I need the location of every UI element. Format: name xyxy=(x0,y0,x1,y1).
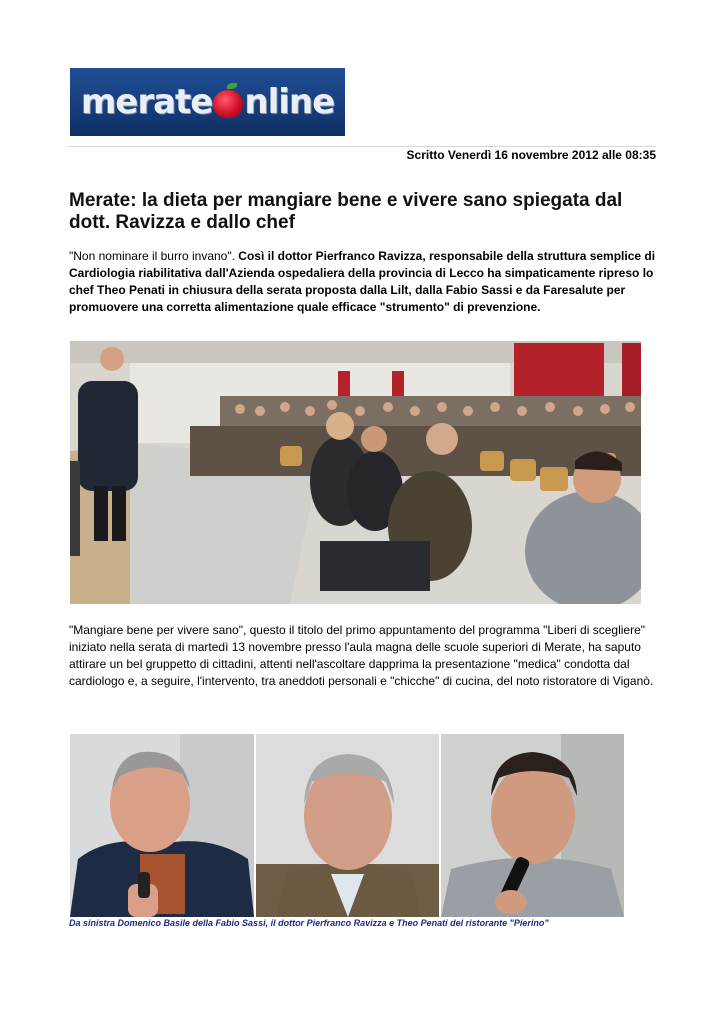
audience-photo xyxy=(70,341,641,604)
apple-icon xyxy=(213,90,243,118)
article-title: Merate: la dieta per mangiare bene e vivere sano spiegata dal dott. Ravizza e dallo chef xyxy=(69,190,623,233)
photo-caption: Da sinistra Domenico Basile della Fabio Sassi, il dottor Pierfranco Ravizza e Theo Penati del ristorante "Pierino" xyxy=(69,918,549,928)
lead-quote: "Non nominare il burro invano". xyxy=(69,249,239,263)
portrait-pierfranco-ravizza xyxy=(256,734,439,917)
header-divider xyxy=(68,146,656,147)
logo-text-left: merate xyxy=(80,82,213,122)
portrait-domenico-basile xyxy=(70,734,254,917)
article-body: "Mangiare bene per vivere sano", questo il titolo del primo appuntamento del programma "Liberi di scegliere" iniziato nella serata di martedì 13 novembre presso l'aula magna delle scuole superiori di Merate, ha saputo attirare un bel gruppetto di cittadini, attenti nell'ascoltare dapprima la presentazione "medica" condotta dal cardiologo e, a seguire, l'intervento, tra aneddoti personali e "chicche" di cucina, del noto ristoratore di Viganò. xyxy=(69,623,654,688)
lead-bold-text: Così il dottor Pierfranco Ravizza, responsabile della struttura semplice di Cardiologia riabilitativa dall'Azienda ospedaliera della provincia di Lecco ha simpaticamente ripreso lo chef Theo Penati in chiusura della serata proposta dalla Lilt, dalla Fabio Sassi e da Faresalute per promuovere una corretta alimentazione quale efficace "strumento" di prevenzione. xyxy=(69,249,656,314)
logo-text-right: nline xyxy=(244,82,335,122)
portrait-theo-penati xyxy=(441,734,624,917)
site-logo[interactable] xyxy=(70,68,345,136)
logo-wordmark xyxy=(81,82,334,122)
article-dateline: Scritto Venerdì 16 novembre 2012 alle 08:35 xyxy=(406,148,656,162)
article-lead xyxy=(69,248,659,316)
